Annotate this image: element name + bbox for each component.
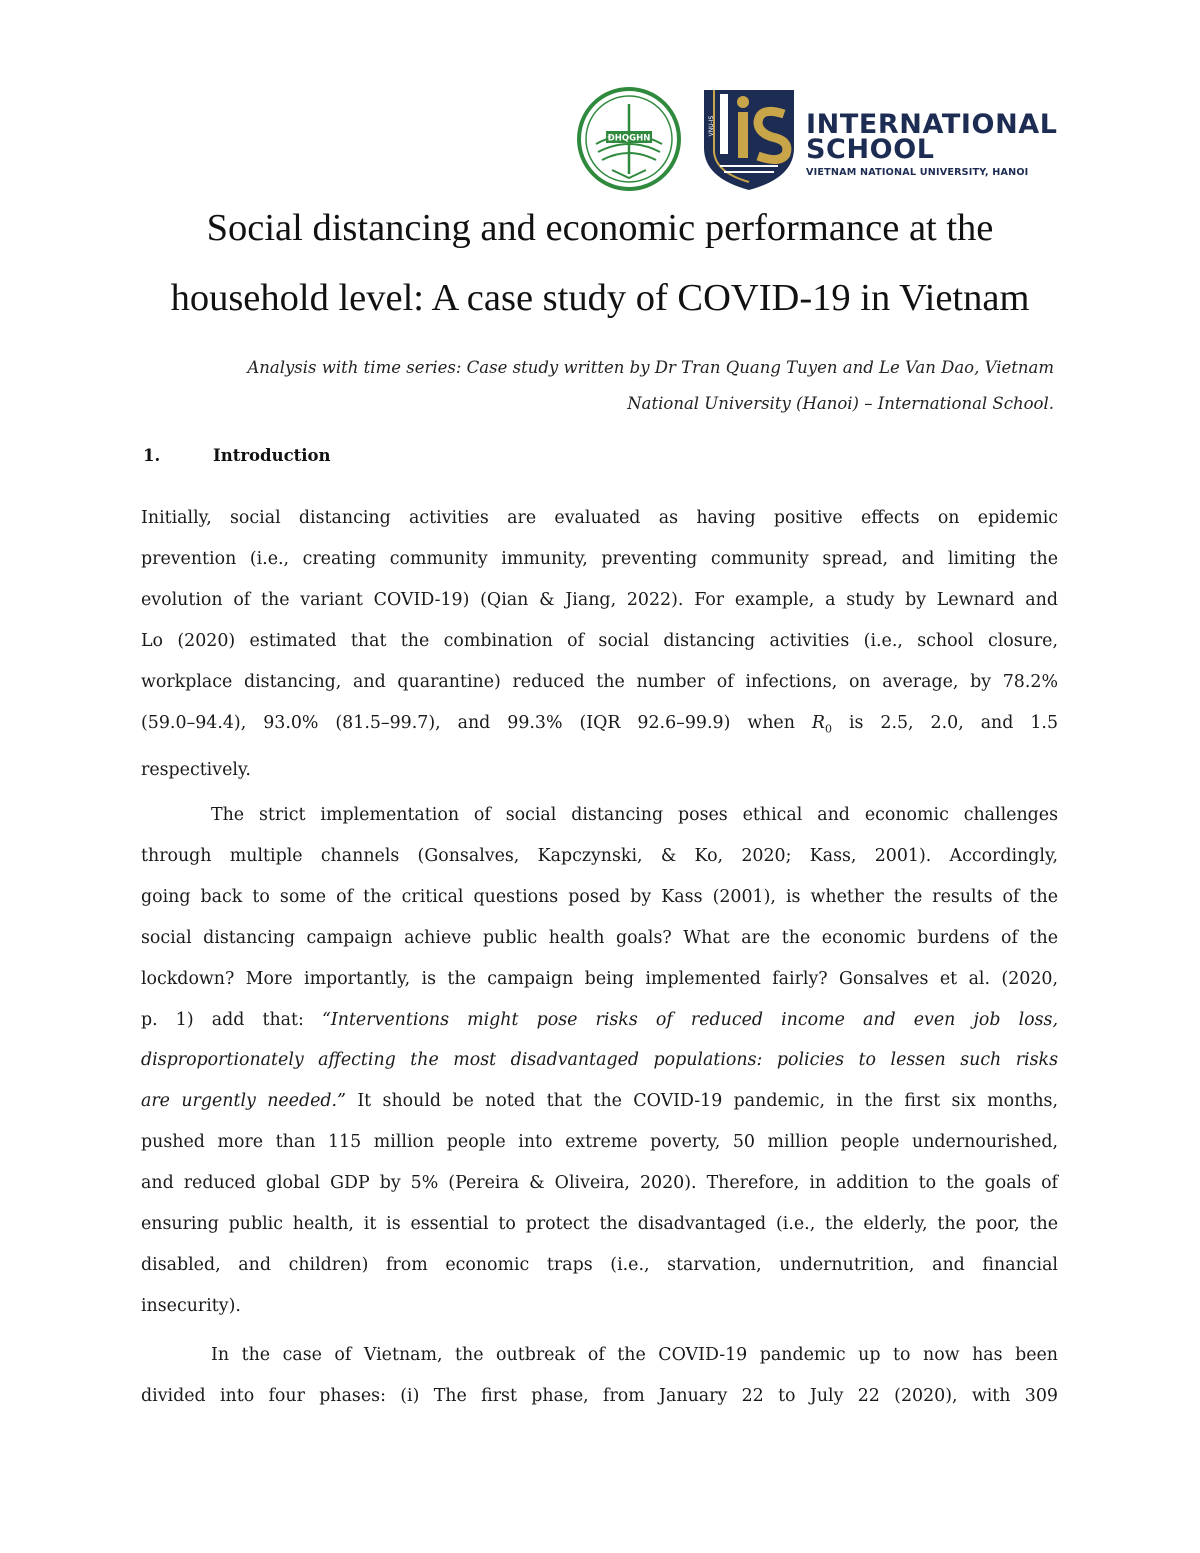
r0-letter: R — [811, 712, 825, 733]
paragraph-line: social distancing campaign achieve public health goals? What are the economic burdens of the — [141, 927, 1058, 948]
byline-line-2: National University (Hanoi) – International School. — [627, 394, 1054, 413]
paragraph-line — [141, 703, 1058, 750]
is-name-line3: VIETNAM NATIONAL UNIVERSITY, HANOI — [806, 167, 1029, 178]
paragraph-line: respectively. — [141, 759, 251, 780]
is-name-line1: INTERNATIONAL — [806, 109, 1058, 140]
paragraph-line: workplace distancing, and quarantine) reduced the number of infections, on average, by 78.2% — [141, 671, 1058, 692]
title-line-1: Social distancing and economic performance at the — [206, 207, 994, 249]
is-shield-logo — [700, 86, 798, 192]
paragraph-3 — [141, 1335, 1058, 1417]
r0-subscript: 0 — [824, 722, 832, 735]
vnu-logo — [576, 86, 682, 192]
text-run: is 2.5, 2.0, and 1.5 — [848, 712, 1059, 733]
paragraph-line: through multiple channels (Gonsalves, Kapczynski, & Ko, 2020; Kass, 2001). Accordingly, — [141, 845, 1058, 866]
paragraph-line: The strict implementation of social distancing poses ethical and economic challenges — [211, 805, 1058, 825]
quote-run: “Interventions might pose risks of reduced income and even job loss, — [321, 1009, 1058, 1030]
paragraph-line: prevention (i.e., creating community immunity, preventing community spread, and limiting the — [141, 548, 1058, 569]
paragraph-line: Lo (2020) estimated that the combination of social distancing activities (i.e., school closure, — [141, 630, 1058, 651]
vnu-badge-text: ĐHQGHN — [607, 133, 651, 144]
paragraph-line: and reduced global GDP by 5% (Pereira & Oliveira, 2020). Therefore, in addition to the goals of — [141, 1173, 1058, 1194]
r0-symbol — [812, 713, 832, 733]
paragraph-line: disabled, and children) from economic traps (i.e., starvation, undernutrition, and financial — [141, 1254, 1058, 1275]
paragraph-line: pushed more than 115 million people into extreme poverty, 50 million people undernourished, — [141, 1132, 1058, 1153]
section-title: Introduction — [213, 446, 331, 465]
is-logo-text — [806, 109, 1058, 178]
text-run: p. 1) add that: — [141, 1009, 304, 1030]
page-title — [100, 193, 1100, 333]
paragraph-line: going back to some of the critical questions posed by Kass (2001), is whether the results of the — [141, 886, 1058, 907]
paragraph-line — [141, 1000, 1058, 1041]
byline — [140, 350, 1054, 422]
paragraph-line: insecurity). — [141, 1295, 241, 1316]
paragraph-1 — [141, 498, 1058, 791]
byline-line-1: Analysis with time series: Case study written by Dr Tran Quang Tuyen and Le Van Dao, Vietnam — [247, 358, 1054, 377]
paragraph-line: evolution of the variant COVID-19) (Qian & Jiang, 2022). For example, a study by Lewnard and — [141, 589, 1058, 610]
paragraph-line — [141, 1081, 1058, 1122]
quote-run: are urgently needed.” — [141, 1091, 346, 1112]
text-run: (59.0–94.4), 93.0% (81.5–99.7), and 99.3% (IQR 92.6–99.9) when — [141, 712, 795, 733]
paragraph-line: lockdown? More importantly, is the campaign being implemented fairly? Gonsalves et al. (2020, — [141, 968, 1058, 989]
text-run: It should be noted that the COVID-19 pandemic, in the first six months, — [357, 1091, 1058, 1112]
section-heading — [143, 443, 331, 469]
paragraph-line: disproportionately affecting the most disadvantaged populations: policies to lessen such risks — [141, 1050, 1058, 1071]
is-name-line2: SCHOOL — [806, 134, 935, 165]
paragraph-line: ensuring public health, it is essential to protect the disadvantaged (i.e., the elderly, the poor, the — [141, 1214, 1058, 1235]
paragraph-line: In the case of Vietnam, the outbreak of the COVID-19 pandemic up to now has been — [211, 1345, 1058, 1365]
paragraph-2 — [141, 795, 1058, 1327]
header-logos — [576, 86, 1058, 192]
is-shield-text: VNU-IS — [708, 115, 715, 137]
title-line-2: household level: A case study of COVID-19 in Vietnam — [170, 277, 1030, 319]
paragraph-line: Initially, social distancing activities are evaluated as having positive effects on epidemic — [141, 508, 1058, 528]
section-number: 1. — [143, 446, 161, 465]
paragraph-line: divided into four phases: (i) The first phase, from January 22 to July 22 (2020), with 309 — [141, 1385, 1058, 1406]
